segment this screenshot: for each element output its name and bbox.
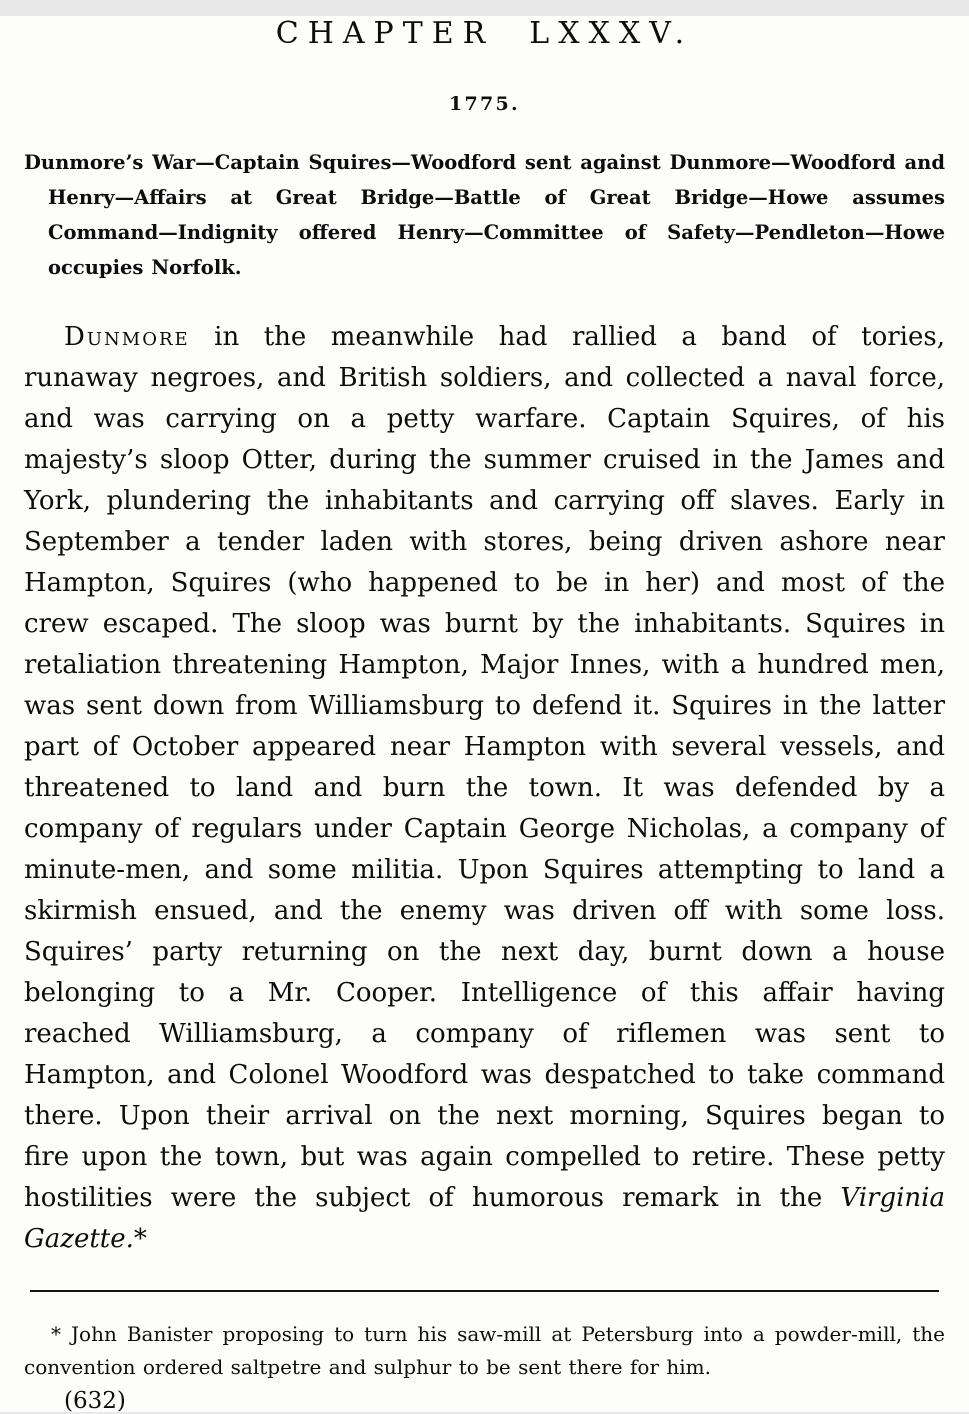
footnote-marker-reference: * (133, 1224, 147, 1254)
chapter-summary: Dunmore’s War—Captain Squires—Woodford sent against Dunmore—Woodford and Henry—Affairs at Great Bridge—Battle of Great Bridge—Howe assumes Command—Indignity offered Henry—Committee of Safety—Pendleton—Howe occupies Norfolk. (24, 151, 945, 279)
book-page (0, 16, 969, 1412)
lead-word: Dunmore (64, 322, 190, 352)
footnote-marker: * (51, 1322, 61, 1346)
chapter-heading: CHAPTER LXXXV. (275, 16, 694, 51)
year-heading: 1775. (449, 93, 520, 115)
footnote (24, 1318, 945, 1384)
body-paragraph-text: in the meanwhile had rallied a band of tories, runaway negroes, and British soldiers, and collected a naval force, and was carrying on a petty warfare. Captain Squires, of his majesty’s sloop Otter, during the summer cruised in the James and York, plundering the inhabitants and carrying off slaves. Early in September a tender laden with stores, being driven ashore near Hampton, Squires (who happened to be in her) and most of the crew escaped. The sloop was burnt by the inhabitants. Squires in retaliation threatening Hampton, Major Innes, with a hundred men, was sent down from Williamsburg to defend it. Squires in the latter part of October appeared near Hampton with several vessels, and threatened to land and burn the town. It was defended by a company of regulars under Captain George Nicholas, a company of minute-men, and some militia. Upon Squires attempting to land a skirmish ensued, and the enemy was driven off with some loss. Squires’ party returning on the next day, burnt down a house belonging to a Mr. Cooper. Intelligence of this affair having reached Williamsburg, a company of riflemen was sent to Hampton, and Colonel Woodford was despatched to take command there. Upon their arrival on the next morning, Squires began to fire upon the town, but was again compelled to retire. These petty hostilities were the subject of humorous remark in the (24, 322, 945, 1213)
footnote-divider (30, 1290, 939, 1292)
italic-book-title: Virginia Gazette. (24, 1183, 945, 1254)
footnote-text: John Banister proposing to turn his saw-mill at Petersburg into a powder-mill, the convention ordered saltpetre and sulphur to be sent there for him. (24, 1322, 945, 1379)
body-paragraph (24, 317, 945, 1260)
page-number: (632) (64, 1388, 126, 1414)
